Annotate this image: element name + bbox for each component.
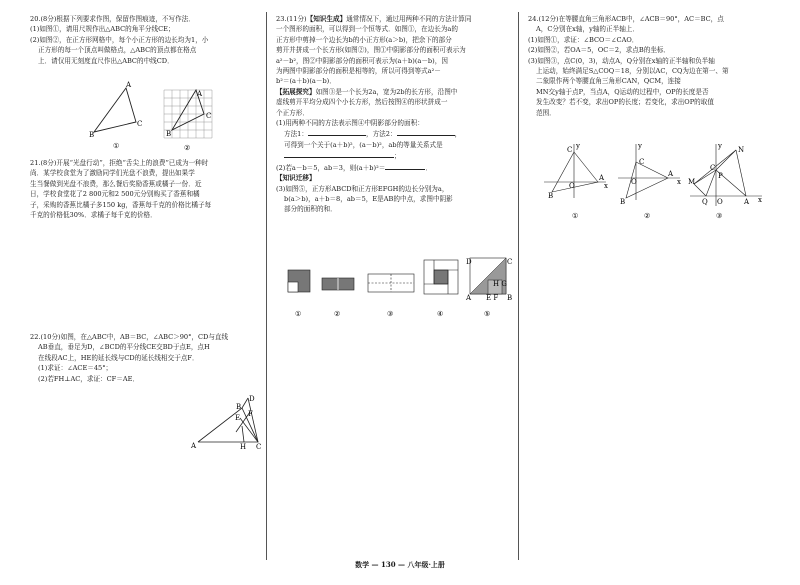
svg-text:y: y (576, 142, 580, 150)
method1-blank (308, 128, 366, 136)
svg-text:O: O (717, 198, 723, 206)
svg-text:C: C (639, 158, 645, 166)
q23-line8-rest: 如图③是一个长为2a，宽为2b的长方形，沿图中 (315, 87, 458, 96)
q21-line3: 生当餐做到光盘不浪费，那么餐后奖励香蕉或橘子一份．近 (30, 179, 202, 188)
q23-line17: 部分的面积的和． (284, 205, 337, 214)
svg-text:O: O (569, 182, 575, 190)
q22-part1: (1)求证：∠ACE＝45°； (38, 364, 113, 373)
svg-text:H G: H G (493, 280, 507, 288)
q23-line1 (276, 14, 514, 24)
svg-text:Q: Q (702, 198, 708, 206)
q23-line10: 个正方形． (276, 108, 309, 117)
svg-text:C: C (256, 443, 262, 451)
svg-text:A: A (599, 174, 605, 182)
q24-caption-1: ① (572, 212, 579, 220)
q22-block (30, 332, 262, 384)
q22-line3: 在线段AC上，HE的延长线与CD的延长线相交于点F． (38, 353, 199, 362)
q21-block (30, 158, 262, 220)
q23-line8 (276, 87, 514, 97)
svg-text:x: x (604, 182, 608, 190)
q22-line2: AB垂直，垂足为D，∠BCD的平分线CE交BD于点E，点H (38, 343, 210, 352)
q24-part3-line6: 范围． (536, 108, 556, 117)
page-footer: 数学 — 130 — 八年级·上册 (355, 560, 445, 569)
q20-part2-line3: 上．请仅用无刻度直尺作出△ABC的中线CD． (38, 56, 174, 65)
q24-caption-3: ③ (716, 212, 723, 220)
q20-figure-2 (160, 86, 222, 154)
method2-label: ，方法2： (365, 130, 397, 139)
svg-text:H: H (240, 443, 247, 451)
svg-text:A: A (744, 198, 750, 206)
q23-tag-transfer: 【知识迁移】 (276, 174, 316, 183)
q23-caption-5: ⑤ (484, 310, 491, 318)
q24-part3-line3: 二象限作两个等腰直角三角形CAN，QCM，连接 (536, 77, 681, 86)
q24-part2: (2)如图②，若OA＝5，OC＝2，求点B的坐标． (528, 46, 671, 55)
q20-figure-2-caption: ② (184, 144, 191, 152)
q23-line3: 正方形中剪掉一个边长为b的小正方形(a＞b)，把余下的部分 (276, 35, 452, 44)
q20-heading: 20.(8分)根据下列要求作图，保留作图痕迹，不写作法． (30, 15, 195, 23)
q23-caption-4: ④ (437, 310, 444, 318)
svg-text:C: C (206, 112, 212, 120)
q23-figure-4 (424, 260, 458, 294)
svg-text:B: B (89, 131, 95, 139)
q24-figure-1 (544, 144, 606, 198)
q23-line15: (3)如图⑤，正方形ABCD和正方形EFGH的边长分别为a， (276, 184, 449, 193)
q23-line7: b²＝(a＋b)(a－b)． (276, 77, 336, 86)
column-divider-right (518, 12, 519, 560)
q23-tag-explore: 【拓展探究】 (276, 87, 316, 96)
q23-line9: 虚线剪开平均分成四个小长方形，然后按图④的形状拼成一 (276, 98, 448, 107)
svg-text:B: B (236, 403, 242, 411)
q23-line14: (2)若a－b＝5，ab＝3，则(a＋b)²＝ ． (276, 163, 432, 172)
q23-line13: 可得到一个关于(a＋b)²，(a－b)²，ab的等量关系式是 (284, 140, 443, 149)
q24-line1: 24.(12分)在等腰直角三角形ACB中，∠ACB＝90°，AC＝BC，点 (528, 15, 724, 23)
svg-text:C: C (137, 120, 143, 128)
q23-line2: 一个图形的面积，可以得到一个恒等式．如图①，在边长为a的 (276, 25, 458, 34)
svg-text:x: x (758, 196, 762, 204)
svg-text:A: A (197, 90, 203, 98)
svg-text:C: C (507, 258, 513, 266)
column-left (30, 14, 262, 66)
q23-number: 23.(11分) (276, 15, 307, 23)
relation-blank (284, 150, 394, 158)
svg-text:A: A (191, 442, 197, 450)
svg-text:A: A (668, 170, 674, 178)
q23-line5: a²－b²，图②中阴影部分的面积可表示为(a＋b)(a－b)，因 (276, 56, 448, 65)
q20-figure-1 (88, 80, 148, 152)
q23-line11: (1)用两种不同的方法表示图④中阴影部分的面积： (276, 119, 424, 128)
svg-text:E F: E F (486, 294, 499, 302)
q24-part3-line5: 发生改变？若不变，求出OP的长度；若变化，求出OP的取值 (536, 98, 714, 107)
q23-figure-1 (288, 270, 310, 292)
svg-text:B: B (620, 198, 626, 206)
q21-line5: 子，采购的香蕉比橘子多150 kg，香蕉每千克的价格比橘子每 (30, 200, 212, 209)
svg-text:D: D (466, 258, 472, 266)
q23-line16: b(a＞b)，a＋b＝8，ab＝5，E是AB的中点，求图中阴影 (284, 194, 453, 203)
q22-figure (190, 392, 266, 452)
q21-line1: 21.(8分)开展“光盘行动”，拒绝“舌尖上的浪费”已成为一种时 (30, 159, 209, 167)
q23-line13-blank: ； (276, 150, 514, 161)
q20-part2-line1: (2)如图②，在正方形网格中，每个小正方形的边长均为1，小 (30, 35, 209, 44)
svg-text:M: M (688, 178, 696, 186)
q21-line4: 日，学校食堂花了2 800元和2 500元分别购买了香蕉和橘 (30, 190, 200, 199)
svg-text:D: D (249, 395, 255, 403)
q23-line1-rest: 通常情况下，通过用两种不同的方法计算同 (346, 15, 472, 23)
svg-text:B: B (166, 130, 172, 138)
svg-text:B: B (507, 294, 513, 302)
q24-part3-line4: MN交y轴于点P，当点A，Q运动的过程中，OP的长度是否 (536, 87, 709, 96)
svg-text:x: x (677, 178, 681, 186)
svg-text:C: C (567, 146, 573, 154)
q22-part2: (2)若FH⊥AC，求证：CF＝AE． (38, 374, 140, 383)
part2-blank (385, 162, 425, 170)
column-right (528, 14, 772, 118)
q24-part1: (1)如图①，求证：∠BCO＝∠CAO． (528, 35, 639, 44)
q24-caption-2: ② (644, 212, 651, 220)
q23-figure-5 (465, 258, 512, 302)
svg-text:y: y (638, 142, 642, 150)
q23-figure-3 (368, 274, 414, 292)
q21-line2: 尚．某学校食堂为了激励同学们光盘不浪费，提出如果学 (30, 169, 195, 178)
svg-text:A: A (126, 81, 132, 89)
q23-part2-text: (2)若a－b＝5，ab＝3，则(a＋b)²＝ (276, 163, 386, 172)
svg-text:A: A (466, 294, 472, 302)
svg-text:O: O (631, 178, 637, 186)
q22-line1: 22.(10分)如图，在△ABC中，AB＝BC，∠ABC＞90°，CD与直线 (30, 333, 229, 341)
q23-tag-knowledge: 【知识生成】 (306, 15, 347, 23)
q23-caption-1: ① (295, 310, 302, 318)
q23-figure-2 (322, 278, 354, 290)
q24-figures (540, 140, 766, 222)
svg-text:B: B (548, 192, 554, 200)
svg-text:F: F (248, 410, 253, 418)
q24-part3-line1: (3)如图③，点C(0，3)，动点A，Q分别在x轴的正半轴和负半轴 (528, 56, 715, 65)
svg-text:E: E (235, 414, 241, 422)
q23-line12: 方法1： ，方法2： ， (284, 130, 462, 139)
q23-caption-2: ② (334, 310, 341, 318)
q20-part1: (1)如图①，请用尺规作出△ABC的角平分线CE； (30, 25, 175, 34)
svg-text:C: C (710, 164, 716, 172)
svg-text:P: P (718, 172, 723, 180)
column-middle (276, 14, 514, 215)
q23-caption-3: ③ (387, 310, 394, 318)
column-divider-left (266, 12, 267, 560)
svg-text:y: y (718, 142, 722, 150)
q21-line6: 千克的价格低30%．求橘子每千克的价格． (30, 211, 157, 220)
method1-label: 方法1： (284, 130, 308, 139)
q23-line6: 为两图中阴影部分的面积是相等的，所以可得到等式a²－ (276, 67, 441, 76)
q24-figure-3 (690, 144, 762, 206)
method2-blank (397, 128, 455, 136)
q23-figures (282, 256, 514, 322)
svg-text:N: N (738, 146, 745, 154)
q24-part3-line2: 上运动，始终满足S△COQ＝18，分别以AC，CQ为边在第一、第 (536, 67, 729, 76)
q20-figure-1-caption: ① (113, 142, 120, 150)
q24-line2: A，C分别在x轴，y轴的正半轴上． (536, 25, 639, 34)
q23-line4: 剪开并拼成一个长方形(如图②)，图①中阴影部分的面积可表示为 (276, 46, 466, 55)
q20-part2-line2: 正方形的每一个顶点叫做格点，△ABC的顶点都在格点 (38, 46, 197, 55)
